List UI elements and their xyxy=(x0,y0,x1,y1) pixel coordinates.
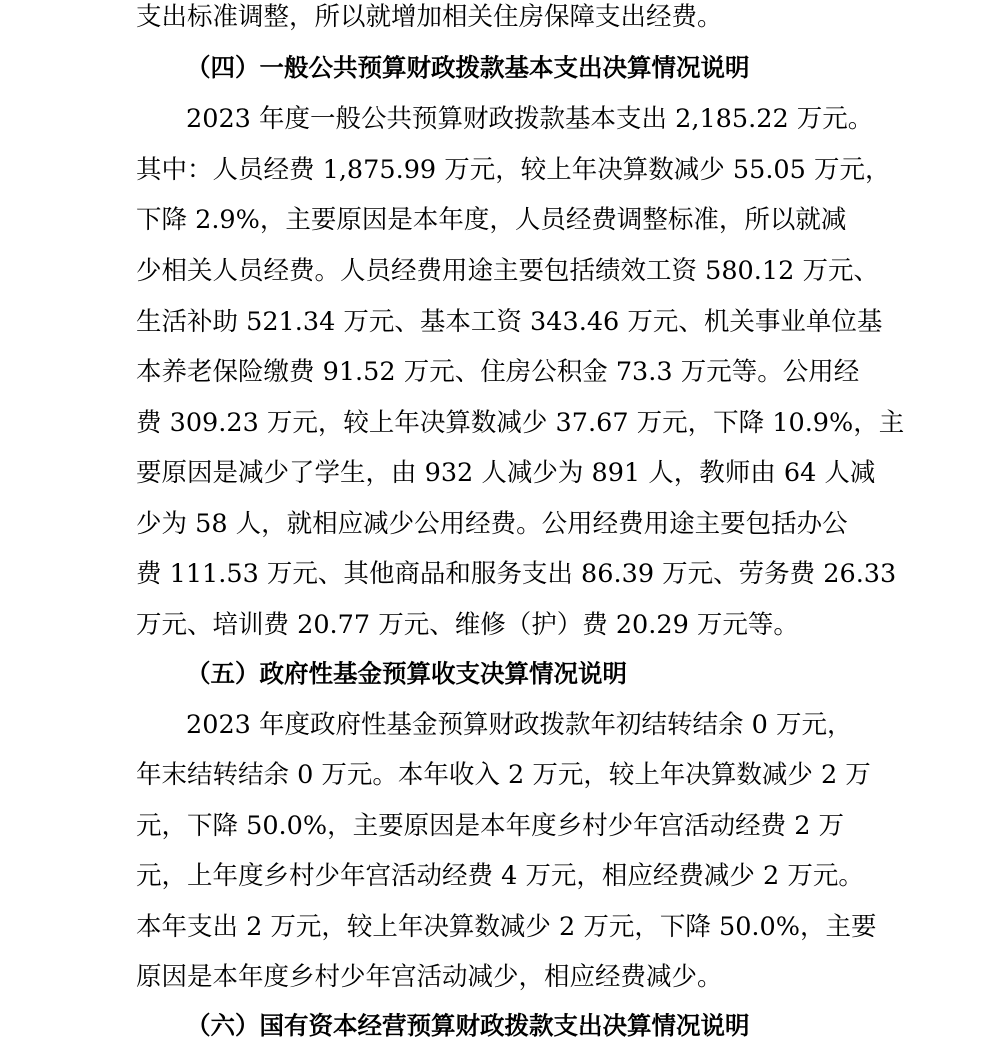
paragraph-line: 本养老保险缴费 91.52 万元、住房公积金 73.3 万元等。公用经 xyxy=(136,357,860,387)
section-heading-5: （五）政府性基金预算收支决算情况说明 xyxy=(186,659,627,688)
paragraph-line: 支出标准调整，所以就增加相关住房保障支出经费。 xyxy=(136,2,723,32)
paragraph-line: 要原因是减少了学生，由 932 人减少为 891 人，教师由 64 人减 xyxy=(136,458,876,488)
paragraph-line: 费 111.53 万元、其他商品和服务支出 86.39 万元、劳务费 26.33 xyxy=(136,559,897,589)
paragraph-line: 元，上年度乡村少年宫活动经费 4 万元，相应经费减少 2 万元。 xyxy=(136,861,864,891)
paragraph-line: 生活补助 521.34 万元、基本工资 343.46 万元、机关事业单位基 xyxy=(136,307,883,337)
paragraph-line: 2023 年度一般公共预算财政拨款基本支出 2,185.22 万元。 xyxy=(186,104,874,134)
paragraph-line: 下降 2.9%，主要原因是本年度，人员经费调整标准，所以就减 xyxy=(136,205,847,235)
paragraph-line: 少相关人员经费。人员经费用途主要包括绩效工资 580.12 万元、 xyxy=(136,256,879,286)
paragraph-line: 其中：人员经费 1,875.99 万元，较上年决算数减少 55.05 万元， xyxy=(136,155,891,185)
paragraph-line: 原因是本年度乡村少年宫活动减少，相应经费减少。 xyxy=(136,962,723,992)
section-heading-6: （六）国有资本经营预算财政拨款支出决算情况说明 xyxy=(186,1011,750,1040)
paragraph-line: 本年支出 2 万元，较上年决算数减少 2 万元，下降 50.0%，主要 xyxy=(136,912,877,942)
section-heading-4: （四）一般公共预算财政拨款基本支出决算情况说明 xyxy=(186,53,750,82)
paragraph-line: 元，下降 50.0%，主要原因是本年度乡村少年宫活动经费 2 万 xyxy=(136,811,845,841)
paragraph-line: 费 309.23 万元，较上年决算数减少 37.67 万元，下降 10.9%，主 xyxy=(136,408,905,438)
paragraph-line: 少为 58 人，就相应减少公用经费。公用经费用途主要包括办公 xyxy=(136,509,848,539)
paragraph-line: 年末结转结余 0 万元。本年收入 2 万元，较上年决算数减少 2 万 xyxy=(136,760,871,790)
paragraph-line: 2023 年度政府性基金预算财政拨款年初结转结余 0 万元， xyxy=(186,710,853,740)
paragraph-line: 万元、培训费 20.77 万元、维修（护）费 20.29 万元等。 xyxy=(136,610,799,640)
